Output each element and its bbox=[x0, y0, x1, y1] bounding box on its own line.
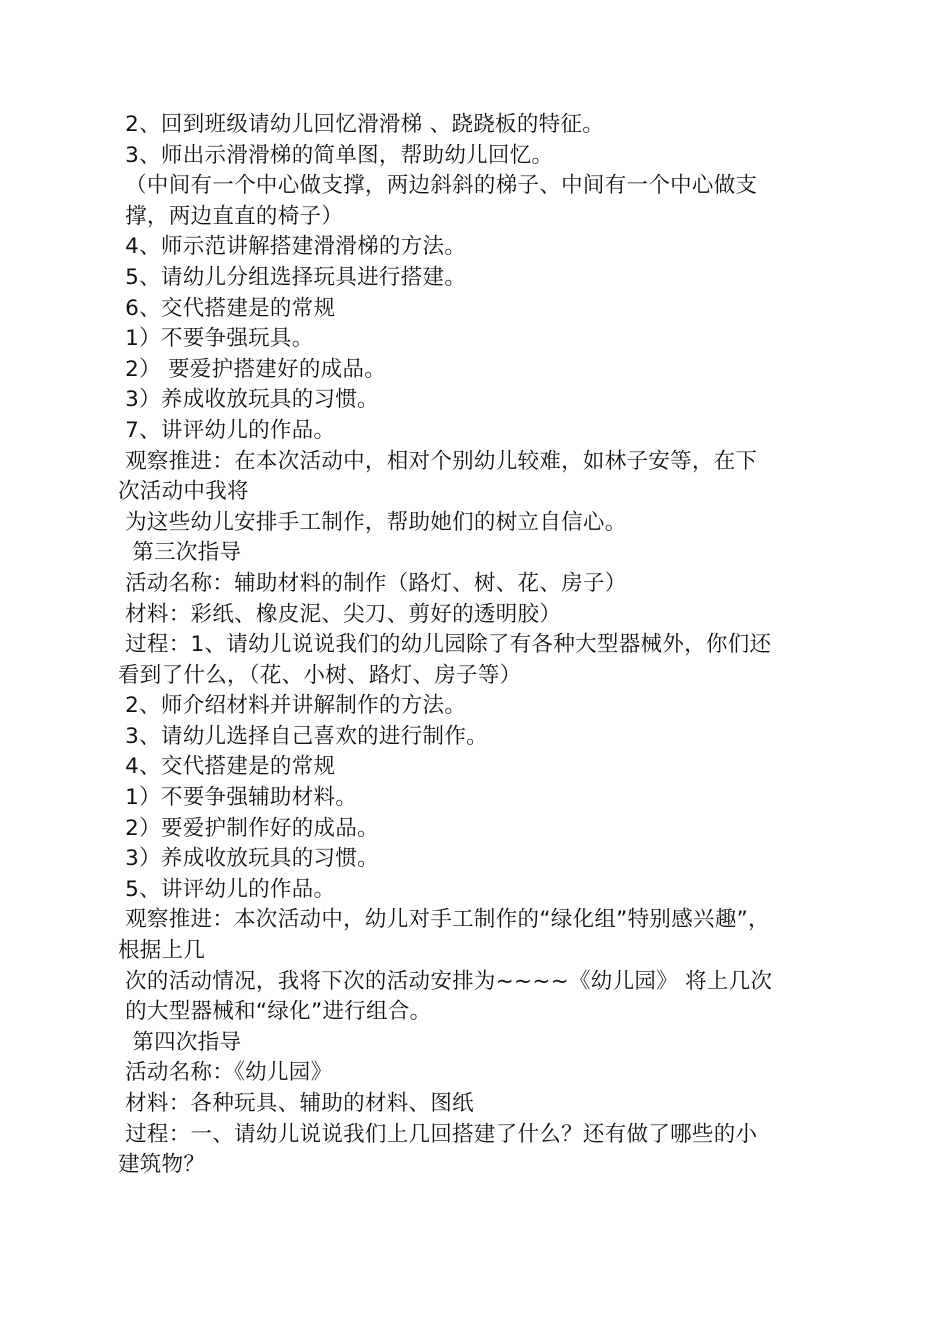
section-heading: 第三次指导 bbox=[118, 540, 242, 566]
text-line: 次的活动情况，我将下次的活动安排为~~~~《幼儿园》 将上几次 bbox=[118, 968, 773, 994]
text-line: 观察推进：本次活动中，幼儿对手工制作的“绿化组”特别感兴趣”， bbox=[118, 907, 770, 933]
text-line: 5、请幼儿分组选择玩具进行搭建。 bbox=[118, 264, 467, 290]
text-line: 材料：各种玩具、辅助的材料、图纸 bbox=[118, 1091, 474, 1116]
text-line: 1）不要争强辅助材料。 bbox=[118, 785, 358, 811]
section-heading: 第四次指导 bbox=[118, 1029, 242, 1055]
text-line: 1）不要争强玩具。 bbox=[118, 326, 314, 352]
text-line: 过程：一、请幼儿说说我们上几回搭建了什么？还有做了哪些的小 bbox=[118, 1121, 758, 1147]
text-line: 3、请幼儿选择自己喜欢的进行制作。 bbox=[118, 723, 488, 749]
text-line: 撑，两边直直的椅子） bbox=[118, 203, 344, 229]
text-line: 材料：彩纸、橡皮泥、尖刀、剪好的透明胶） bbox=[118, 601, 562, 627]
text-line: 次活动中我将 bbox=[118, 479, 249, 505]
text-line: 2、回到班级请幼儿回忆滑滑梯 、跷跷板的特征。 bbox=[118, 112, 605, 137]
text-line: 看到了什么，（花、小树、路灯、房子等） bbox=[118, 662, 522, 688]
text-line: 的大型器械和“绿化”进行组合。 bbox=[118, 999, 432, 1025]
text-line: 2） 要爱护搭建好的成品。 bbox=[118, 356, 387, 382]
text-line: 观察推进：在本次活动中，相对个别幼儿较难，如林子安等，在下 bbox=[118, 448, 758, 474]
text-line: 活动名称：辅助材料的制作（路灯、树、花、房子） bbox=[118, 570, 627, 596]
text-line: 5、讲评幼儿的作品。 bbox=[118, 876, 336, 902]
text-line: （中间有一个中心做支撑，两边斜斜的梯子、中间有一个中心做支 bbox=[118, 173, 758, 199]
text-line: 3）养成收放玩具的习惯。 bbox=[118, 846, 379, 872]
document-body bbox=[118, 110, 838, 1181]
text-line: 3）养成收放玩具的习惯。 bbox=[118, 387, 379, 413]
text-line: 为这些幼儿安排手工制作，帮助她们的树立自信心。 bbox=[118, 509, 627, 535]
text-line: 过程：1、请幼儿说说我们的幼儿园除了有各种大型器械外，你们还 bbox=[118, 632, 772, 658]
text-line: 7、讲评幼儿的作品。 bbox=[118, 417, 336, 443]
text-line: 3、师出示滑滑梯的简单图，帮助幼儿回忆。 bbox=[118, 142, 554, 168]
text-line: 4、交代搭建是的常规 bbox=[118, 754, 336, 780]
text-line: 建筑物？ bbox=[118, 1152, 206, 1178]
text-line: 活动名称：《幼儿园》 bbox=[118, 1060, 333, 1086]
text-line: 2）要爱护制作好的成品。 bbox=[118, 815, 379, 841]
text-line: 根据上几 bbox=[118, 938, 206, 964]
text-line: 4、师示范讲解搭建滑滑梯的方法。 bbox=[118, 234, 467, 260]
text-line: 2、师介绍材料并讲解制作的方法。 bbox=[118, 693, 467, 719]
text-line: 6、交代搭建是的常规 bbox=[118, 295, 336, 321]
